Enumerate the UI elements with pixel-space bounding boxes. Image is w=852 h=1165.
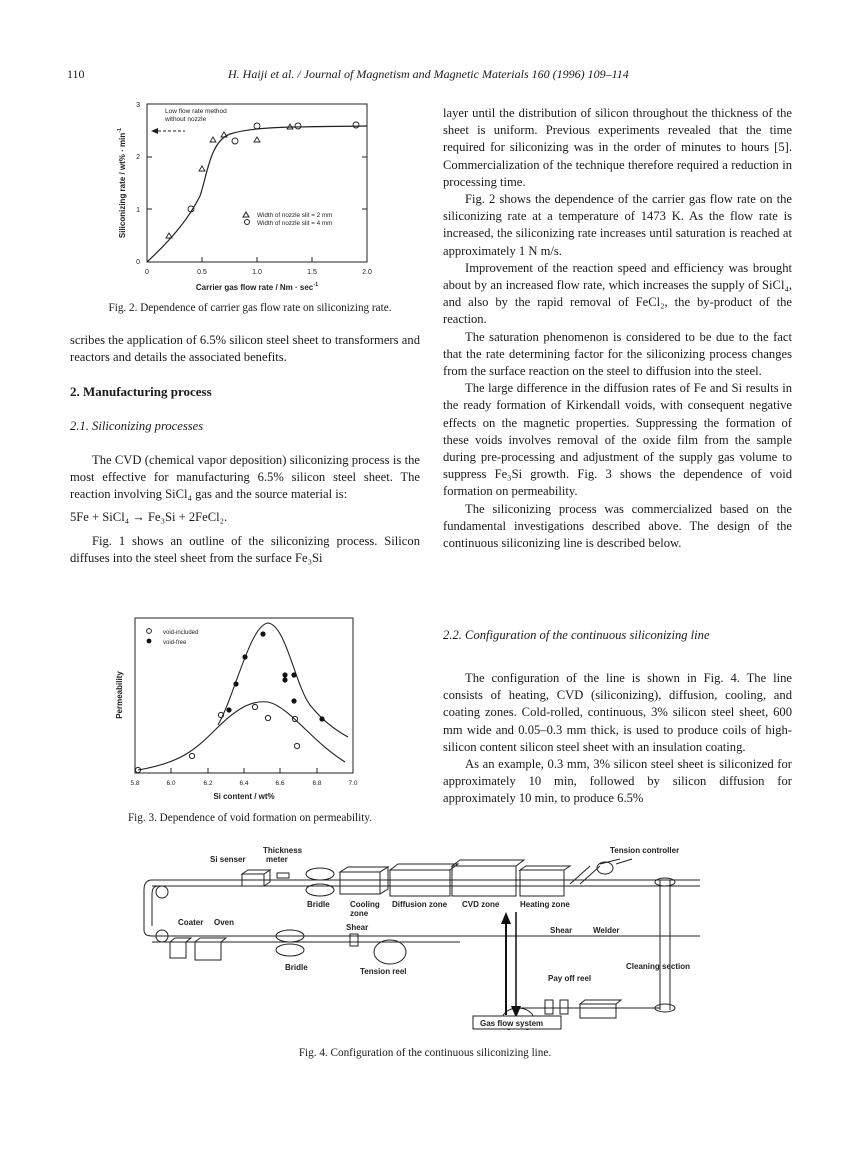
svg-text:Shear: Shear xyxy=(346,923,369,932)
svg-text:0: 0 xyxy=(136,259,140,266)
arrow-up-icon xyxy=(501,912,511,924)
fig2-fit-curve xyxy=(147,126,367,262)
svg-text:2: 2 xyxy=(136,154,140,161)
svg-text:Coater: Coater xyxy=(178,918,204,927)
paragraph: The siliconizing process was commercialized based on the fundamental investigations described above. The design of the continuous siliconizing line is described below. xyxy=(443,501,792,551)
legend-filled-circle-icon xyxy=(147,639,152,644)
subsection-heading-2-2: 2.2. Configuration of the continuous siliconizing line xyxy=(443,628,710,642)
svg-text:6.0: 6.0 xyxy=(166,780,176,787)
svg-text:1.0: 1.0 xyxy=(252,269,262,276)
fig2-chart xyxy=(95,96,385,296)
fig2-ylabel: Siliconizing rate / $wt\% \cdot \min^{-1}$ xyxy=(117,127,127,239)
svg-text:Pay off reel: Pay off reel xyxy=(548,974,592,983)
paragraph: The saturation phenomenon is considered to be due to the fact that the rate determining factor for the siliconizing process changes from the surface reaction on the steel to diffusion into the steel. xyxy=(443,329,792,379)
fig2-circle-points xyxy=(188,122,359,212)
fig3-void-included-curve xyxy=(138,702,345,770)
paragraph: Fig. 2 shows the dependence of the carrier gas flow rate on the siliconizing rate at a temperature of 1473 K. As the flow rate is increased, the siliconizing rate increases until saturation is reached at approximately 1 N m/s. xyxy=(443,192,792,258)
svg-text:0.5: 0.5 xyxy=(197,269,207,276)
equation: 5Fe + SiCl₄ → Fe₃Si + 2FeCl₂. xyxy=(70,510,228,525)
svg-text:meter: meter xyxy=(266,855,288,864)
fig3-caption: Fig. 3. Dependence of void formation on permeability. xyxy=(127,812,373,824)
svg-text:Tension controller: Tension controller xyxy=(610,846,680,855)
fig2-xlabel: Carrier gas flow rate / $Nm \cdot \sec^{-1}$ xyxy=(195,282,319,292)
svg-text:Si senser: Si senser xyxy=(210,855,246,864)
svg-text:7.0: 7.0 xyxy=(348,780,358,787)
right-column xyxy=(443,105,792,552)
svg-text:Diffusion zone: Diffusion zone xyxy=(392,900,448,909)
svg-text:Tension reel: Tension reel xyxy=(360,967,407,976)
paragraph: Fig. 1 shows an outline of the siliconizing process. Silicon diffuses into the steel sheet from the surface Fe₃Si xyxy=(70,533,420,565)
svg-text:zone: zone xyxy=(350,909,369,918)
svg-text:5.8: 5.8 xyxy=(130,780,140,787)
fig2-axes xyxy=(136,102,372,276)
svg-text:Cooling: Cooling xyxy=(350,900,380,909)
left-column xyxy=(70,332,420,567)
fig3-open-points xyxy=(135,704,299,772)
svg-text:Bridle: Bridle xyxy=(307,900,330,909)
fig2-annotation: Low flow rate method xyxy=(165,108,227,115)
svg-text:6.8: 6.8 xyxy=(312,780,322,787)
section-heading: 2. Manufacturing process xyxy=(70,384,212,400)
fig2-legend-triangle: Width of nozzle slit = 2 mm xyxy=(257,212,333,219)
svg-text:1: 1 xyxy=(136,207,140,214)
svg-text:Thickness: Thickness xyxy=(263,846,303,855)
fig2-caption: Fig. 2. Dependence of carrier gas flow rate on siliconizing rate. xyxy=(108,302,392,314)
paragraph: scribes the application of 6.5% silicon steel sheet to transformers and reactors and details the associated benefits. xyxy=(70,333,420,365)
fig4-caption: Fig. 4. Configuration of the continuous siliconizing line. xyxy=(298,1047,552,1059)
svg-text:Bridle: Bridle xyxy=(285,963,308,972)
subsection-heading: 2.1. Siliconizing processes xyxy=(70,418,204,433)
paragraph: As an example, 0.3 mm, 3% silicon steel sheet is siliconized for approximately 10 min, followed by silicon diffusion for approximately 10 min, to produce 6.5% xyxy=(443,757,792,806)
legend-open-circle-icon xyxy=(147,629,152,634)
gas-flow-system-label: Gas flow system xyxy=(480,1019,544,1028)
fig3-xlabel: Si content / wt% xyxy=(213,792,275,801)
legend-circle-icon xyxy=(245,220,250,225)
fig4-diagram xyxy=(140,840,720,1030)
paragraph: The large difference in the diffusion rates of Fe and Si results in the ready formation of Kirkendall voids, with consequent negative effects on the magnetic properties. Suppressing the formation of these voids involves removal of the oxide film from the sample during pre-processing and adjustment of the supply gas volume to suppress Fe₃Si growth. Fig. 3 shows the dependence of void formation on permeability. xyxy=(443,381,792,499)
svg-text:6.4: 6.4 xyxy=(239,780,249,787)
svg-text:Welder: Welder xyxy=(593,926,620,935)
paragraph: layer until the distribution of silicon throughout the thickness of the sheet is uniform. Previous experiments revealed that the time required for siliconizing was in the order of minutes to hours [5]. Commercialization of the technique therefore required a reduction in processing time. xyxy=(443,106,792,189)
svg-text:0: 0 xyxy=(145,269,149,276)
fig2-legend-circle: Width of nozzle slit = 4 mm xyxy=(257,220,333,227)
fig3-chart xyxy=(100,615,380,815)
arrow-left-icon xyxy=(151,128,158,134)
paragraph: Improvement of the reaction speed and efficiency was brought about by an increased flow rate, which increases the supply of SiCl₄, and also by the rapid removal of FeCl₂, the by-product of the reaction. xyxy=(443,260,792,327)
svg-text:Oven: Oven xyxy=(214,918,235,927)
svg-text:void-free: void-free xyxy=(163,640,187,646)
legend-triangle-icon xyxy=(243,212,249,217)
svg-text:6.6: 6.6 xyxy=(275,780,285,787)
svg-text:2.0: 2.0 xyxy=(362,269,372,276)
paragraph: The configuration of the line is shown in Fig. 4. The line consists of heating, CVD (siliconizing), diffusion, cooling, and coating zones. Cold-rolled, continuous, 3% silicon steel sheet, 600 mm wide and 0.05–0.3 mm thick, is used to produce coils of high-silicon content silicon steel sheet with an insulation coating. xyxy=(443,671,792,754)
svg-text:CVD zone: CVD zone xyxy=(462,900,500,909)
svg-text:void-included: void-included xyxy=(163,630,199,636)
running-title: H. Haiji et al. / Journal of Magnetism and Magnetic Materials 160 (1996) 109–114 xyxy=(228,67,629,81)
svg-text:Cleaning section: Cleaning section xyxy=(626,962,691,971)
svg-text:Shear: Shear xyxy=(550,926,573,935)
svg-text:3: 3 xyxy=(136,102,140,109)
fig2-annotation-2: without nozzle xyxy=(165,116,207,123)
paragraph: The CVD (chemical vapor deposition) siliconizing process is the most effective for manufacturing 6.5% silicon steel sheet. The reaction involving SiCl₄ gas and the source material is: xyxy=(70,452,420,502)
page-number: 110 xyxy=(67,67,85,81)
svg-text:1.5: 1.5 xyxy=(307,269,317,276)
fig3-ylabel: Permeability xyxy=(115,671,124,719)
svg-text:Heating zone: Heating zone xyxy=(520,900,570,909)
svg-text:6.2: 6.2 xyxy=(203,780,213,787)
right-column-lower xyxy=(443,670,792,808)
